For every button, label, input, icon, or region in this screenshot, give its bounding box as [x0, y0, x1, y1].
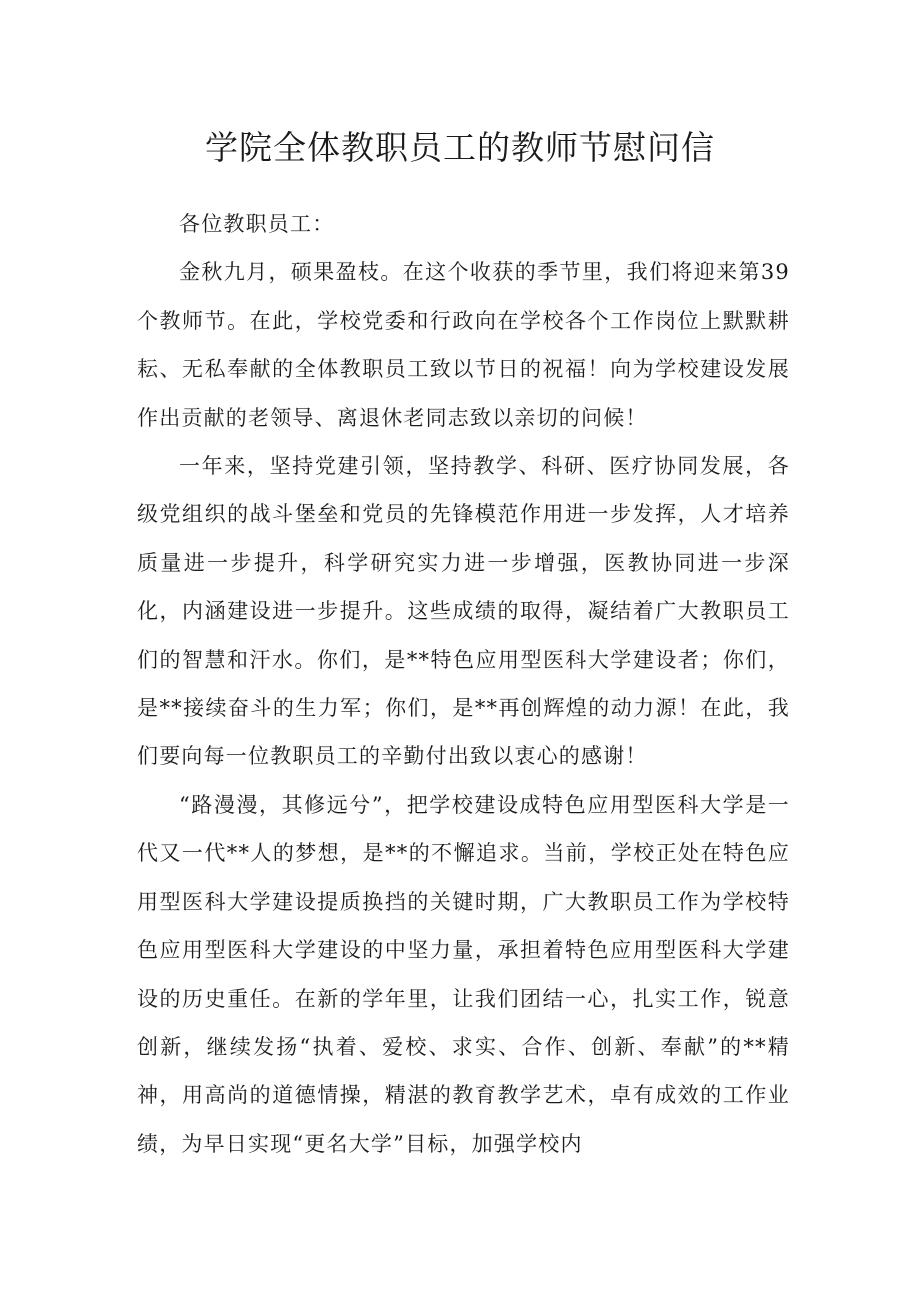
- paragraph-1: 金秋九月，硕果盈枝。在这个收获的季节里，我们将迎来第39个教师节。在此，学校党委和行政向在学校各个工作岗位上默默耕耘、无私奉献的全体教职员工致以节日的祝福！向为学校建设发展作出贡献的老领导、离退休老同志致以亲切的问候！: [137, 260, 790, 430]
- paragraph-3: “路漫漫，其修远兮”，把学校建设成特色应用型医科大学是一代又一代**人的梦想，是**的不懈追求。当前，学校正处在特色应用型医科大学建设提质换挡的关键时期，广大教职员工作为学校特色应用型医科大学建设的中坚力量，承担着特色应用型医科大学建设的历史重任。在新的学年里，让我们团结一心，扎实工作，锐意创新，继续发扬“执着、爱校、求实、合作、创新、奉献”的**精神，用高尚的道德情操，精湛的教育教学艺术，卓有成效的工作业绩，为早日实现“更名大学”目标，加强学校内: [137, 792, 790, 1156]
- salutation: 各位教职员工：: [179, 212, 335, 236]
- paragraph-2: 一年来，坚持党建引领，坚持教学、科研、医疗协同发展，各级党组织的战斗堡垒和党员的先锋模范作用进一步发挥，人才培养质量进一步提升，科学研究实力进一步增强，医教协同进一步深化，内涵建设进一步提升。这些成绩的取得，凝结着广大教职员工们的智慧和汗水。你们，是**特色应用型医科大学建设者；你们，是**接续奋斗的生力军；你们，是**再创辉煌的动力源！在此，我们要向每一位教职员工的辛勤付出致以衷心的感谢！: [137, 454, 790, 769]
- document-title: 学院全体教职员工的教师节慰问信: [205, 128, 715, 167]
- letter-body: [137, 200, 790, 1168]
